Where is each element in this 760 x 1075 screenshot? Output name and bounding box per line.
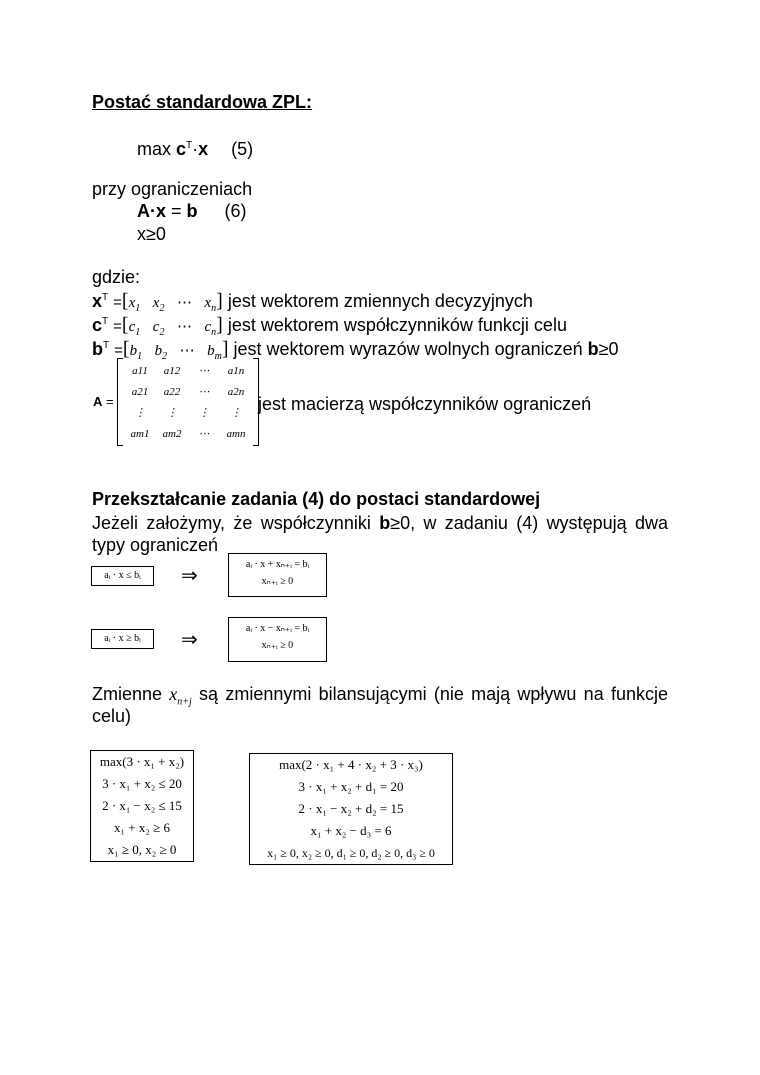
constraints-intro: przy ograniczeniach: [92, 179, 253, 199]
matrix-cell: amn: [226, 427, 246, 440]
example-line: x₁ + x₂ − d₃ = 6: [310, 823, 392, 838]
paragraph-1-line-1: Jeżeli założymy, że współczynniki b≥0, w zadaniu (4) występują dwa: [92, 513, 668, 533]
matrix-A-text: jest macierzą współczynników ograniczeń: [258, 394, 592, 414]
row-vector: $=[c_1$ $c_2$ ⋯ $c_n$]: [113, 314, 223, 338]
where-label: gdzie:: [92, 267, 141, 287]
paragraph-1-line-2: typy ograniczeń: [92, 535, 219, 555]
def-text: jest wektorem wyrazów wolnych ograniczeń: [233, 339, 588, 359]
example-original-problem: [90, 750, 194, 862]
matrix-cell: a21: [131, 385, 149, 398]
example-line: x₁ + x₂ ≥ 6: [113, 820, 171, 835]
matrix-cell: a11: [132, 364, 148, 377]
section-heading: Przekształcanie zadania (4) do postaci standardowej: [92, 489, 541, 509]
example-line: 3 · x₁ + x₂ + d₁ = 20: [298, 779, 404, 794]
def-text: jest wektorem współczynników funkcji celu: [227, 315, 567, 335]
example-line: 2 · x₁ − x₂ ≤ 15: [102, 798, 182, 813]
dot-operator: ·: [150, 201, 156, 221]
example-line: 3 · x₁ + x₂ ≤ 20: [102, 776, 182, 791]
matrix-cell: ⋯: [198, 428, 210, 440]
paragraph-2-line-1: Zmienne $x_{n+j}$ są zmiennymi bilansującymi (nie mają wpływu na funkcje: [92, 684, 668, 708]
objective-function: [137, 135, 253, 160]
example-standard-form: [249, 753, 453, 865]
matrix-cell: a1n: [227, 364, 245, 377]
paragraph-2-line-2: celu): [92, 706, 132, 726]
example-line: x₁ ≥ 0, x₂ ≥ 0, d₁ ≥ 0, d₂ ≥ 0, d₃ ≥ 0: [267, 846, 435, 860]
row-vector: $=[b_1$ $b_2$ ⋯ $b_m$]: [114, 338, 229, 362]
def-sup: T: [103, 340, 110, 351]
matrix-cell: ⋯: [198, 386, 210, 398]
equation-number: (6): [224, 201, 247, 221]
matrix-cell: a2n: [227, 385, 245, 398]
inequality-le-box: aᵢ · x ≤ bᵢ: [91, 566, 154, 586]
example-line: 2 · x₁ − x₂ + d₂ = 15: [298, 801, 404, 816]
matrix-cell: a12: [163, 364, 181, 377]
matrix-A: [117, 358, 259, 446]
dot-operator: ·: [192, 139, 199, 159]
vector-c: c: [176, 139, 187, 159]
vector-b: b: [186, 201, 198, 221]
equation-slack-plus-box: aᵢ · x + xₙ₊ᵢ = bᵢ xₙ₊ᵢ ≥ 0: [228, 553, 327, 597]
def-symbol: c: [92, 315, 103, 335]
matrix-cell: am2: [162, 427, 182, 440]
matrix-cell: a22: [163, 385, 181, 398]
equation-slack-minus-box: aᵢ · x − xₙ₊ᵢ = bᵢ xₙ₊ᵢ ≥ 0: [228, 617, 327, 662]
def-sup: T: [102, 292, 109, 303]
page-title: Postać standardowa ZPL:: [92, 92, 313, 112]
example-line: x₁ ≥ 0, x₂ ≥ 0: [107, 842, 177, 857]
matrix-cell: ⋮: [166, 407, 178, 419]
vector-x: x: [198, 139, 209, 159]
transpose-mark: T: [186, 140, 193, 151]
def-symbol: b: [92, 339, 103, 359]
matrix-cell: ⋮: [134, 407, 146, 419]
def-tail: ≥0: [598, 339, 619, 359]
nonnegativity: x≥0: [137, 224, 166, 244]
vector-x: x: [156, 201, 167, 221]
def-bold-b: b: [587, 339, 599, 359]
matrix-cell: ⋮: [198, 407, 210, 419]
matrix-cell: ⋮: [230, 407, 242, 419]
constraint-equation: [137, 200, 247, 222]
def-text: jest wektorem zmiennych decyzyjnych: [227, 291, 533, 311]
objective-prefix: max: [137, 139, 177, 159]
implies-arrow: ⇒: [181, 629, 198, 651]
matrix-cells: [124, 360, 252, 444]
matrix-cell: ⋯: [198, 365, 210, 377]
matrix-A-symbol: A: [137, 201, 150, 221]
row-vector: $=[x_1$ $x_2$ ⋯ $x_n$]: [113, 290, 223, 314]
equals: =: [166, 201, 187, 221]
matrix-cell: am1: [130, 427, 150, 440]
equation-number: (5): [231, 139, 254, 159]
def-symbol: x: [92, 291, 103, 311]
example-line: max(3 · x₁ + x₂): [99, 754, 185, 769]
implies-arrow: ⇒: [181, 565, 198, 587]
inequality-ge-box: aᵢ · x ≥ bᵢ: [91, 629, 154, 649]
example-line: max(2 · x₁ + 4 · x₂ + 3 · x₃): [279, 757, 423, 772]
matrix-A-label: A =: [93, 394, 114, 409]
def-sup: T: [102, 316, 109, 327]
